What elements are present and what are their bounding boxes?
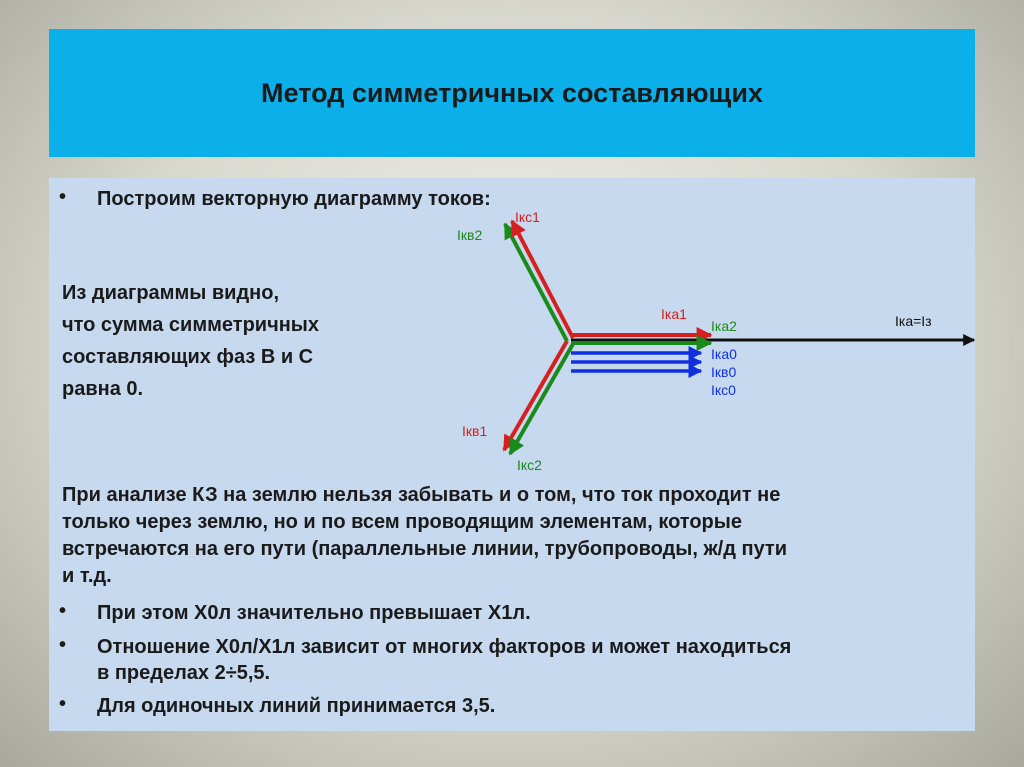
label-ikc2: Iкс2: [517, 457, 542, 473]
vector-ikc2: [510, 344, 573, 454]
bullet-ratio-line: в пределах 2÷5,5.: [97, 662, 271, 684]
kz-paragraph-line: только через землю, но и по всем проводящим элементам, которые: [62, 511, 742, 533]
label-ika0: Iка0: [711, 346, 737, 362]
bullet-diagram-intro: Построим векторную диаграмму токов:: [97, 188, 491, 210]
diagram-note-line: равна 0.: [62, 378, 144, 400]
label-ika1: Iка1: [661, 306, 687, 322]
bullet-single: Для одиночных линий принимается 3,5.: [97, 695, 496, 717]
bullet-x0: При этом Х0л значительно превышает Х1л.: [97, 602, 531, 624]
diagram-note-line: Из диаграммы видно,: [62, 282, 280, 304]
bullet-ratio-line: Отношение Х0л/Х1л зависит от многих факторов и может находиться: [97, 636, 792, 658]
vector-ikb2: [505, 224, 567, 341]
slide-body: [49, 178, 975, 731]
diagram-note-line: составляющих фаз В и С: [62, 346, 314, 368]
label-ika-total: Iка=Iз: [895, 313, 932, 329]
bullet-marker: •: [59, 634, 67, 656]
label-ikb2: Iкв2: [457, 227, 483, 243]
label-ika2: Iка2: [711, 318, 737, 334]
kz-paragraph: [62, 482, 787, 590]
slide-header: [49, 29, 975, 157]
bullet-ratio: [97, 634, 791, 686]
label-ikc0: Iкс0: [711, 382, 736, 398]
vector-ikc1: [512, 221, 573, 338]
label-ikc1: Iкс1: [515, 209, 540, 225]
kz-paragraph-line: При анализе КЗ на землю нельзя забывать и о том, что ток проходит не: [62, 484, 781, 506]
bullet-marker: •: [59, 693, 67, 715]
label-ikb0: Iкв0: [711, 364, 737, 380]
slide-title: Метод симметричных составляющих: [261, 77, 763, 108]
label-ikb1: Iкв1: [462, 423, 488, 439]
kz-paragraph-line: встречаются на его пути (параллельные линии, трубопроводы, ж/д пути: [62, 538, 788, 560]
vector-ikb1: [504, 341, 567, 450]
diagram-note-line: что сумма симметричных: [62, 314, 319, 336]
kz-paragraph-line: и т.д.: [62, 565, 112, 587]
bullet-marker: •: [59, 186, 67, 208]
bullet-marker: •: [59, 600, 67, 622]
